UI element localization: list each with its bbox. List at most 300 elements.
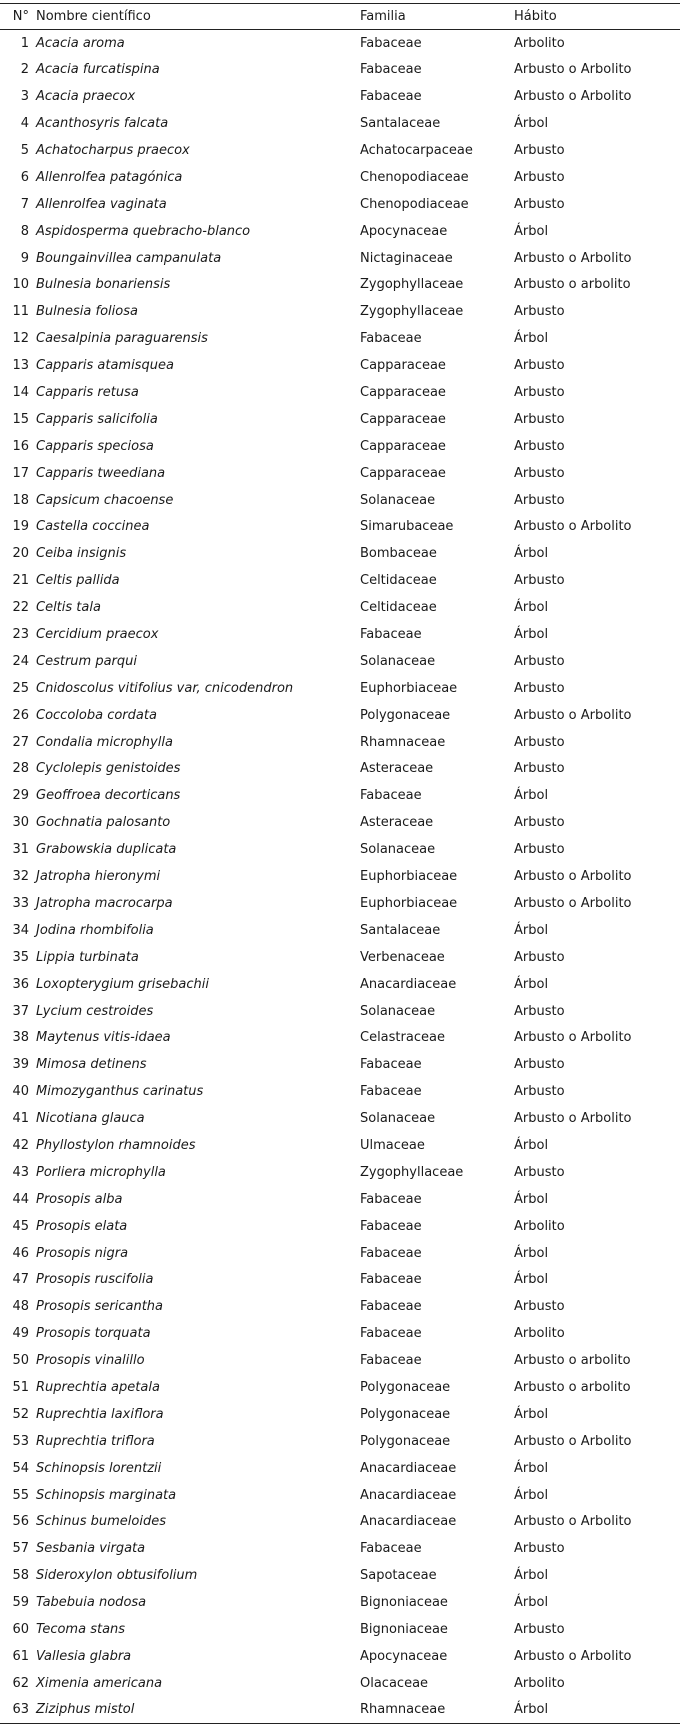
habit: Arbusto o Arbolito (514, 89, 632, 105)
family: Capparaceae (360, 465, 446, 481)
habit: Árbol (514, 600, 549, 616)
row-number: 36 (12, 976, 29, 992)
scientific-name: Castella coccinea (36, 519, 150, 535)
family: Solanaceae (360, 1003, 436, 1019)
row-number: 63 (0, 1697, 36, 1724)
scientific-name: Ximenia americana (36, 1675, 163, 1691)
row-number: 28 (12, 761, 29, 777)
row-number: 31 (12, 842, 29, 858)
habit: Arbusto (514, 1057, 565, 1073)
habit: Arbusto (514, 842, 565, 858)
scientific-name: Geoffroea decorticans (36, 788, 181, 804)
row-number: 8 (20, 223, 29, 239)
table-row (0, 83, 680, 110)
table-row (0, 1078, 680, 1105)
scientific-name: Schinus bumeloides (36, 1514, 166, 1530)
family: Fabaceae (360, 1326, 422, 1342)
family: Capparaceae (360, 358, 446, 374)
table-row (0, 836, 680, 863)
habit: Árbol (514, 1272, 549, 1288)
table-row (0, 191, 680, 218)
table-row (0, 1186, 680, 1213)
habit: Arbusto o arbolito (514, 1353, 631, 1369)
habit: Árbol (514, 116, 549, 132)
row-number: 15 (12, 411, 29, 427)
table-row (0, 1266, 680, 1293)
row-number: 14 (12, 385, 29, 401)
table-row (0, 1616, 680, 1643)
row-number: 18 (12, 492, 29, 508)
family: Simarubaceae (360, 519, 454, 535)
family: Solanaceae (360, 492, 436, 508)
table-row (0, 514, 680, 541)
scientific-name: Allenrolfea patagónica (36, 169, 183, 185)
family: Fabaceae (360, 35, 422, 51)
habit: Arbusto (514, 734, 565, 750)
table-row (0, 971, 680, 998)
family: Capparaceae (360, 438, 446, 454)
habit: Árbol (514, 1406, 549, 1422)
table-row (0, 1320, 680, 1347)
table-row (0, 1482, 680, 1509)
table-row (0, 648, 680, 675)
table-row (0, 1213, 680, 1240)
habit: Arbusto (514, 653, 565, 669)
family: Achatocarpaceae (360, 143, 473, 158)
table-row (0, 1428, 680, 1455)
table-row (0, 1132, 680, 1159)
scientific-name: Capsicum chacoense (36, 492, 174, 508)
habit: Arbusto (514, 143, 565, 158)
row-number: 29 (12, 788, 29, 804)
row-number: 30 (12, 815, 29, 831)
family: Solanaceae (360, 842, 436, 858)
habit: Arbusto (514, 438, 565, 454)
family: Solanaceae (360, 1111, 436, 1127)
scientific-name: Bulnesia bonariensis (36, 277, 171, 293)
table-row (0, 1051, 680, 1078)
scientific-name: Cyclolepis genistoides (36, 761, 181, 777)
row-number: 38 (12, 1030, 29, 1046)
row-number: 56 (12, 1514, 29, 1530)
table-header (0, 4, 680, 30)
table-row (0, 137, 680, 164)
habit: Arbusto (514, 1164, 565, 1180)
row-number: 50 (12, 1353, 29, 1369)
family: Celtidaceae (360, 600, 437, 616)
row-number: 48 (12, 1299, 29, 1315)
table-row (0, 1455, 680, 1482)
scientific-name: Cestrum parqui (36, 653, 137, 669)
row-number: 6 (20, 169, 29, 185)
scientific-name: Lycium cestroides (36, 1003, 154, 1019)
row-number: 9 (20, 250, 29, 266)
family: Fabaceae (360, 1191, 422, 1207)
family: Fabaceae (360, 627, 422, 643)
family: Asteraceae (360, 815, 434, 831)
habit: Árbol (514, 1568, 549, 1584)
family: Asteraceae (360, 761, 434, 777)
row-number: 1 (20, 35, 29, 51)
family: Zygophyllaceae (360, 304, 464, 320)
row-number: 27 (12, 734, 29, 750)
row-number: 4 (20, 116, 29, 132)
row-number: 42 (12, 1137, 29, 1153)
table-row (0, 782, 680, 809)
row-number: 43 (12, 1164, 29, 1180)
scientific-name: Bulnesia foliosa (36, 304, 138, 320)
family: Capparaceae (360, 385, 446, 401)
row-number: 59 (12, 1595, 29, 1611)
family: Solanaceae (360, 653, 436, 669)
row-number: 13 (12, 358, 29, 374)
family: Celastraceae (360, 1030, 445, 1046)
row-number: 53 (12, 1433, 29, 1449)
family: Anacardiaceae (360, 1487, 457, 1503)
habit: Arbolito (514, 35, 565, 51)
row-number: 41 (12, 1111, 29, 1127)
family: Fabaceae (360, 1353, 422, 1369)
habit: Arbusto o Arbolito (514, 1648, 632, 1664)
table-row (0, 729, 680, 756)
habit: Arbusto o arbolito (514, 277, 631, 293)
row-number: 5 (20, 143, 29, 158)
family: Polygonaceae (360, 1379, 451, 1395)
habit: Árbol (514, 1460, 549, 1476)
table-row (0, 1105, 680, 1132)
habit: Arbusto (514, 680, 565, 696)
scientific-name: Prosopis alba (36, 1191, 123, 1207)
scientific-name: Jatropha hieronymi (36, 869, 161, 885)
scientific-name: Schinopsis marginata (36, 1487, 177, 1503)
family: Fabaceae (360, 1299, 422, 1315)
table-row (0, 379, 680, 406)
table-row (0, 917, 680, 944)
scientific-name: Ziziphus mistol (36, 1697, 360, 1724)
table-row (0, 1293, 680, 1320)
row-number: 58 (12, 1568, 29, 1584)
row-number: 46 (12, 1245, 29, 1261)
row-number: 21 (12, 573, 29, 589)
row-number: 40 (12, 1084, 29, 1100)
row-number: 17 (12, 465, 29, 481)
row-number: 12 (12, 331, 29, 347)
scientific-name: Ruprechtia apetala (36, 1379, 160, 1395)
row-number: 26 (12, 707, 29, 723)
table-row (0, 56, 680, 83)
family: Euphorbiaceae (360, 869, 458, 885)
family: Apocynaceae (360, 223, 448, 239)
habit: Arbusto o Arbolito (514, 519, 632, 535)
habit: Arbusto (514, 761, 565, 777)
family: Anacardiaceae (360, 976, 457, 992)
scientific-name: Mimozyganthus carinatus (36, 1084, 204, 1100)
family: Polygonaceae (360, 1433, 451, 1449)
habit: Árbol (514, 627, 549, 643)
row-number: 2 (20, 62, 29, 78)
habit: Árbol (514, 788, 549, 804)
header-number: N° (0, 4, 36, 30)
family: Bignoniaceae (360, 1621, 448, 1637)
scientific-name: Cercidium praecox (36, 627, 159, 643)
header-scientific-name: Nombre científico (36, 4, 360, 30)
row-number: 19 (12, 519, 29, 535)
table-row (0, 540, 680, 567)
scientific-name: Vallesia glabra (36, 1648, 132, 1664)
family: Fabaceae (360, 89, 422, 105)
row-number: 52 (12, 1406, 29, 1422)
scientific-name: Capparis tweediana (36, 465, 166, 481)
row-number: 49 (12, 1326, 29, 1342)
scientific-name: Achatocharpus praecox (36, 143, 190, 158)
table-row (0, 1643, 680, 1670)
family: Bignoniaceae (360, 1595, 448, 1611)
family: Anacardiaceae (360, 1460, 457, 1476)
scientific-name: Acanthosyris falcata (36, 116, 169, 132)
row-number: 37 (12, 1003, 29, 1019)
habit: Arbusto o Arbolito (514, 1514, 632, 1530)
family: Apocynaceae (360, 1648, 448, 1664)
table-row (0, 352, 680, 379)
scientific-name: Sideroxylon obtusifolium (36, 1568, 198, 1584)
family: Zygophyllaceae (360, 277, 464, 293)
scientific-name: Ceiba insignis (36, 546, 127, 562)
scientific-name: Capparis retusa (36, 385, 139, 401)
scientific-name: Tecoma stans (36, 1621, 126, 1637)
scientific-name: Acacia furcatispina (36, 62, 160, 78)
table-row (0, 1535, 680, 1562)
row-number: 54 (12, 1460, 29, 1476)
family: Polygonaceae (360, 1406, 451, 1422)
row-number: 47 (12, 1272, 29, 1288)
header-habit: Hábito (514, 4, 680, 30)
habit: Árbol (514, 922, 549, 938)
table-row (0, 944, 680, 971)
habit: Arbusto o Arbolito (514, 250, 632, 266)
table-row (0, 30, 680, 57)
table-row (0, 675, 680, 702)
scientific-name: Celtis tala (36, 600, 101, 616)
table-row (0, 245, 680, 272)
scientific-name: Lippia turbinata (36, 949, 139, 965)
habit: Árbol (514, 1245, 549, 1261)
family: Fabaceae (360, 1245, 422, 1261)
family: Sapotaceae (360, 1568, 437, 1584)
family: Chenopodiaceae (360, 169, 469, 185)
table-row (0, 1024, 680, 1051)
habit: Árbol (514, 331, 549, 347)
header-family: Familia (360, 4, 514, 30)
row-number: 62 (12, 1675, 29, 1691)
family: Euphorbiaceae (360, 680, 458, 696)
family: Bombaceae (360, 546, 437, 562)
row-number: 57 (12, 1541, 29, 1557)
row-number: 10 (12, 277, 29, 293)
table-row (0, 809, 680, 836)
family: Santalaceae (360, 116, 441, 132)
habit: Árbol (514, 976, 549, 992)
scientific-name: Prosopis sericantha (36, 1299, 164, 1315)
table-row (0, 1347, 680, 1374)
scientific-name: Allenrolfea vaginata (36, 196, 167, 212)
habit: Arbolito (514, 1326, 565, 1342)
table-row (0, 110, 680, 137)
row-number: 3 (20, 89, 29, 105)
scientific-name: Nicotiana glauca (36, 1111, 145, 1127)
row-number: 34 (12, 922, 29, 938)
table-row (0, 890, 680, 917)
family: Nictaginaceae (360, 250, 453, 266)
scientific-name: Prosopis nigra (36, 1245, 129, 1261)
scientific-name: Gochnatia palosanto (36, 815, 171, 831)
family: Capparaceae (360, 411, 446, 427)
row-number: 55 (12, 1487, 29, 1503)
family: Verbenaceae (360, 949, 445, 965)
scientific-name: Phyllostylon rhamnoides (36, 1137, 196, 1153)
scientific-name: Schinopsis lorentzii (36, 1460, 162, 1476)
habit: Árbol (514, 223, 549, 239)
scientific-name: Prosopis ruscifolia (36, 1272, 154, 1288)
habit: Árbol (514, 1595, 549, 1611)
table-row (0, 218, 680, 245)
scientific-name: Caesalpinia paraguarensis (36, 331, 208, 347)
habit: Árbol (514, 1487, 549, 1503)
habit: Árbol (514, 1191, 549, 1207)
table-row (0, 460, 680, 487)
row-number: 23 (12, 627, 29, 643)
habit: Arbusto (514, 949, 565, 965)
scientific-name: Capparis speciosa (36, 438, 154, 454)
scientific-name: Jodina rhombifolia (36, 922, 154, 938)
table-row (0, 1562, 680, 1589)
row-number: 25 (12, 680, 29, 696)
family: Fabaceae (360, 1218, 422, 1234)
scientific-name: Condalia microphylla (36, 734, 173, 750)
table-row (0, 621, 680, 648)
row-number: 7 (20, 196, 29, 212)
family: Fabaceae (360, 788, 422, 804)
row-number: 39 (12, 1057, 29, 1073)
scientific-name: Ruprechtia triflora (36, 1433, 155, 1449)
habit: Arbusto (514, 196, 565, 212)
row-number: 20 (12, 546, 29, 562)
family: Fabaceae (360, 1541, 422, 1557)
family: Fabaceae (360, 331, 422, 347)
row-number: 44 (12, 1191, 29, 1207)
scientific-name: Cnidoscolus vitifolius var, cnicodendron (36, 680, 294, 696)
row-number: 60 (12, 1621, 29, 1637)
scientific-name: Prosopis torquata (36, 1326, 151, 1342)
table-row (0, 433, 680, 460)
row-number: 35 (12, 949, 29, 965)
table-row (0, 1240, 680, 1267)
scientific-name: Jatropha macrocarpa (36, 895, 173, 911)
habit: Arbusto o Arbolito (514, 707, 632, 723)
row-number: 24 (12, 653, 29, 669)
table-row (0, 998, 680, 1025)
habit: Arbusto (514, 573, 565, 589)
habit: Arbusto (514, 1003, 565, 1019)
habit: Arbusto o Arbolito (514, 1111, 632, 1127)
scientific-name: Porliera microphylla (36, 1164, 166, 1180)
table-row (0, 325, 680, 352)
row-number: 45 (12, 1218, 29, 1234)
scientific-name: Loxopterygium grisebachii (36, 976, 209, 992)
family: Ulmaceae (360, 1137, 425, 1153)
table-row (0, 406, 680, 433)
habit: Arbusto (514, 304, 565, 320)
habit: Arbusto (514, 1541, 565, 1557)
family: Anacardiaceae (360, 1514, 457, 1530)
row-number: 16 (12, 438, 29, 454)
table-row (0, 1589, 680, 1616)
family: Rhamnaceae (360, 1697, 514, 1724)
habit: Árbol (514, 1697, 680, 1724)
scientific-name: Sesbania virgata (36, 1541, 146, 1557)
habit: Árbol (514, 546, 549, 562)
scientific-name: Tabebuia nodosa (36, 1595, 147, 1611)
family: Zygophyllaceae (360, 1164, 464, 1180)
scientific-name: Mimosa detinens (36, 1057, 147, 1073)
habit: Arbusto o Arbolito (514, 869, 632, 885)
scientific-name: Coccoloba cordata (36, 707, 157, 723)
row-number: 51 (12, 1379, 29, 1395)
row-number: 33 (12, 895, 29, 911)
table-body (0, 30, 680, 1724)
habit: Arbusto (514, 169, 565, 185)
family: Fabaceae (360, 1272, 422, 1288)
habit: Arbusto o Arbolito (514, 1433, 632, 1449)
habit: Arbolito (514, 1675, 565, 1691)
habit: Arbusto (514, 1621, 565, 1637)
scientific-name: Prosopis vinalillo (36, 1353, 145, 1369)
table-row (0, 863, 680, 890)
scientific-name: Aspidosperma quebracho-blanco (36, 223, 251, 239)
habit: Arbusto o Arbolito (514, 1030, 632, 1046)
family: Euphorbiaceae (360, 895, 458, 911)
row-number: 32 (12, 869, 29, 885)
family: Celtidaceae (360, 573, 437, 589)
habit: Arbusto (514, 492, 565, 508)
habit: Árbol (514, 1137, 549, 1153)
table-row (0, 1374, 680, 1401)
habit: Arbusto (514, 385, 565, 401)
habit: Arbolito (514, 1218, 565, 1234)
family: Fabaceae (360, 62, 422, 78)
table-row (0, 164, 680, 191)
table-row (0, 1401, 680, 1428)
table-row (0, 1159, 680, 1186)
table-row (0, 756, 680, 783)
habit: Arbusto (514, 465, 565, 481)
family: Chenopodiaceae (360, 196, 469, 212)
table-row (0, 1697, 680, 1724)
scientific-name: Capparis atamisquea (36, 358, 174, 374)
scientific-name: Celtis pallida (36, 573, 120, 589)
table-row (0, 1670, 680, 1697)
table-row (0, 487, 680, 514)
family: Olacaceae (360, 1675, 429, 1691)
family: Fabaceae (360, 1084, 422, 1100)
header-row (0, 4, 680, 30)
table-row (0, 594, 680, 621)
habit: Arbusto (514, 815, 565, 831)
scientific-name: Maytenus vitis-idaea (36, 1030, 171, 1046)
habit: Arbusto o Arbolito (514, 895, 632, 911)
scientific-name: Capparis salicifolia (36, 411, 158, 427)
habit: Arbusto (514, 1084, 565, 1100)
scientific-name: Prosopis elata (36, 1218, 128, 1234)
